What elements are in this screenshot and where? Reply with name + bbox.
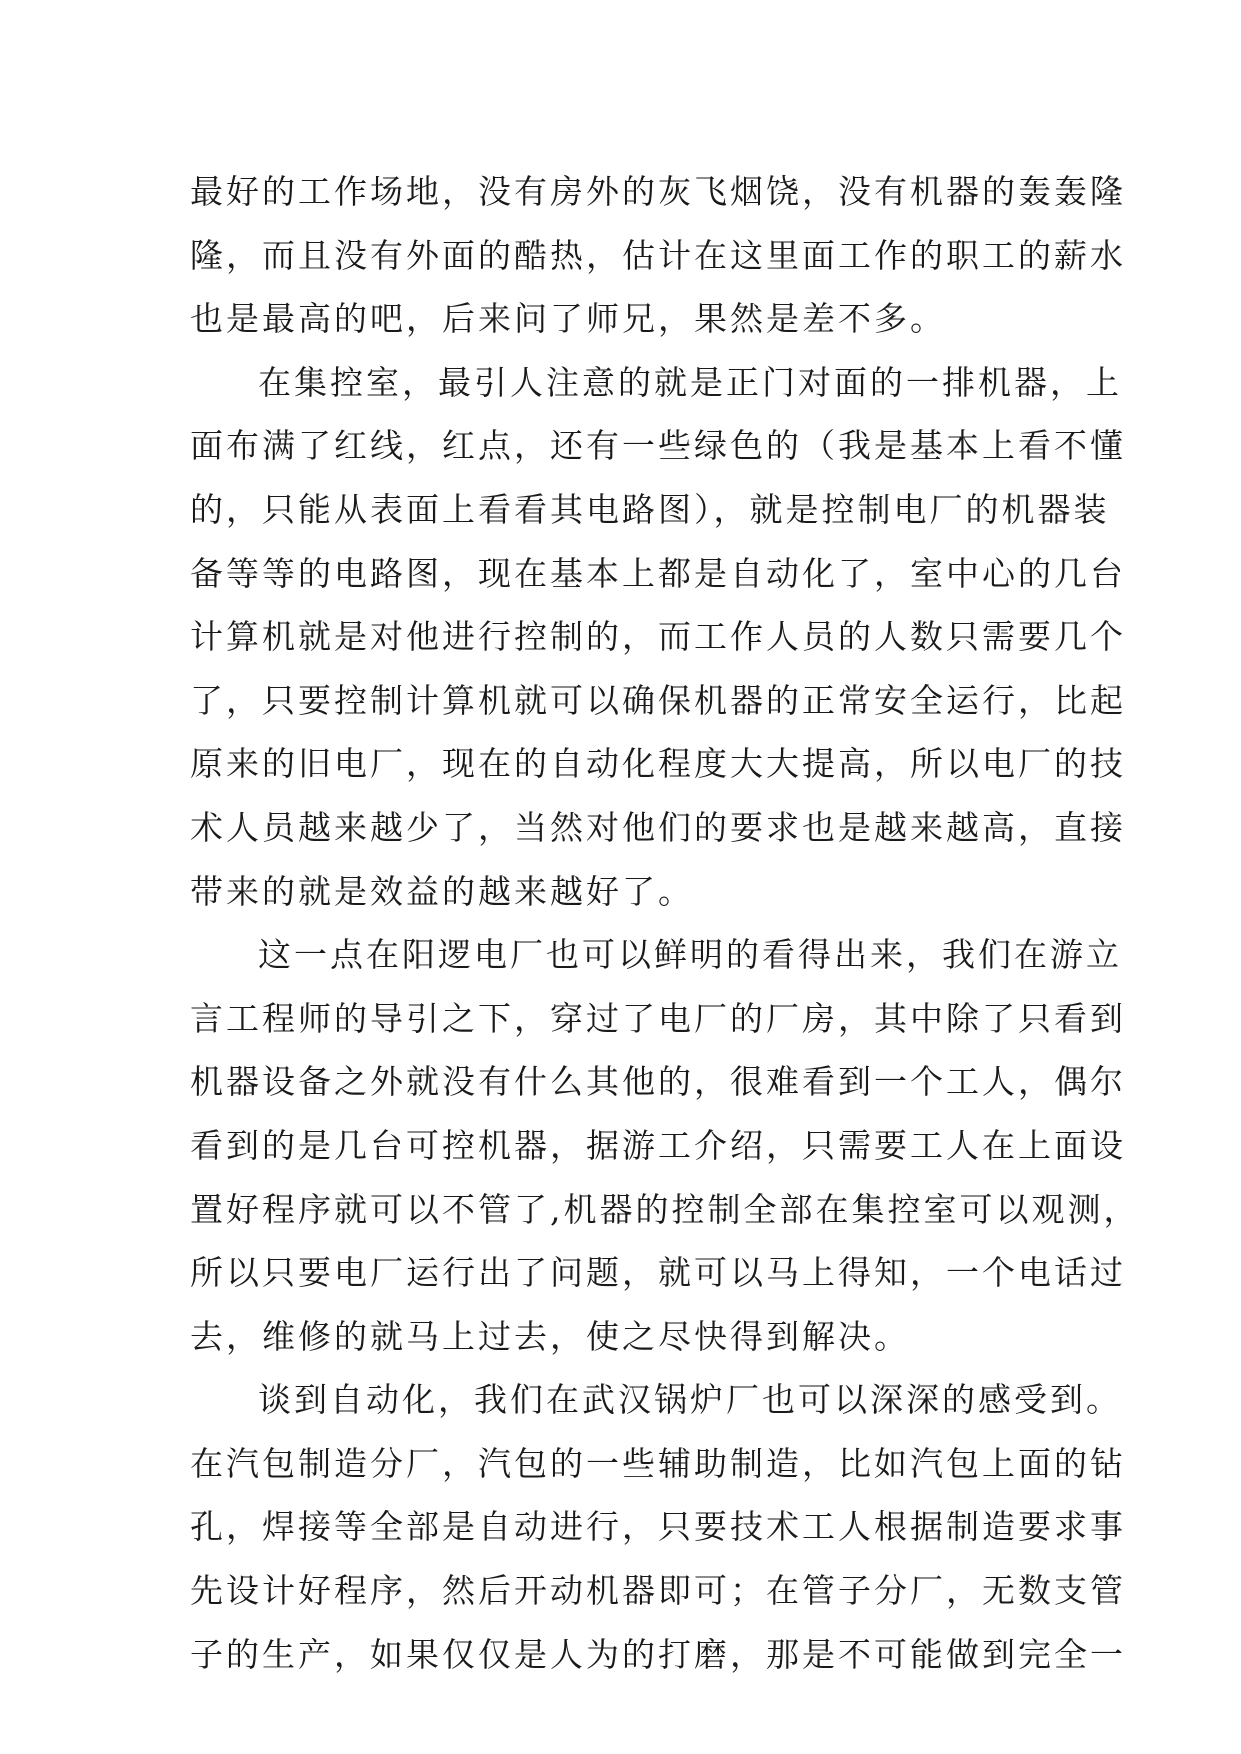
text-line: 在汽包制造分厂，汽包的一些辅助制造，比如汽包上面的钻 [190,1443,1126,1483]
text-line: 这一点在阳逻电厂也可以鲜明的看得出来，我们在游立 [258,935,1122,975]
text-line: 也是最高的吧，后来问了师兄，果然是差不多。 [190,299,946,339]
paragraph [190,923,1140,1368]
text-line: 孔，焊接等全部是自动进行，只要技术工人根据制造要求事 [190,1507,1126,1547]
text-line: 术人员越来越少了，当然对他们的要求也是越来越高，直接 [190,807,1126,847]
text-line: 在集控室，最引人注意的就是正门对面的一排机器，上 [258,362,1122,402]
text-line: 去，维修的就马上过去，使之尽快得到解决。 [190,1316,910,1356]
text-line: 面布满了红线，红点，还有一些绿色的（我是基本上看不懂 [190,426,1126,466]
text-line: 看到的是几台可控机器，据游工介绍，只需要工人在上面设 [190,1125,1126,1165]
text-line: 谈到自动化，我们在武汉锅炉厂也可以深深的感受到。 [258,1380,1122,1420]
paragraph [190,351,1126,923]
text-line: 隆，而且没有外面的酷热，估计在这里面工作的职工的薪水 [190,235,1126,275]
text-line: 先设计好程序，然后开动机器即可；在管子分厂，无数支管 [190,1571,1126,1611]
text-line: 备等等的电路图，现在基本上都是自动化了，室中心的几台 [190,553,1126,593]
text-line: 最好的工作场地，没有房外的灰飞烟饶，没有机器的轰轰隆 [190,172,1126,211]
text-line: 了，只要控制计算机就可以确保机器的正常安全运行，比起 [190,680,1126,720]
text-line: 机器设备之外就没有什么其他的，很难看到一个工人，偶尔 [190,1062,1126,1102]
text-line: 带来的就是效益的越来越好了。 [190,871,694,911]
text-line: 言工程师的导引之下，穿过了电厂的厂房，其中除了只看到 [190,998,1126,1038]
text-line: 置好程序就可以不管了,机器的控制全部在集控室可以观测， [190,1189,1140,1229]
text-line: 子的生产，如果仅仅是人为的打磨，那是不可能做到完全一 [190,1634,1126,1674]
paragraph [190,1368,1126,1686]
text-line: 的，只能从表面上看看其电路图），就是控制电厂的机器装 [190,489,1110,529]
text-line: 所以只要电厂运行出了问题，就可以马上得知，一个电话过 [190,1253,1126,1293]
document-body [190,160,1140,1686]
paragraph [190,160,1126,351]
text-line: 原来的旧电厂，现在的自动化程度大大提高，所以电厂的技 [190,744,1126,784]
text-line: 计算机就是对他进行控制的，而工作人员的人数只需要几个 [190,617,1126,657]
